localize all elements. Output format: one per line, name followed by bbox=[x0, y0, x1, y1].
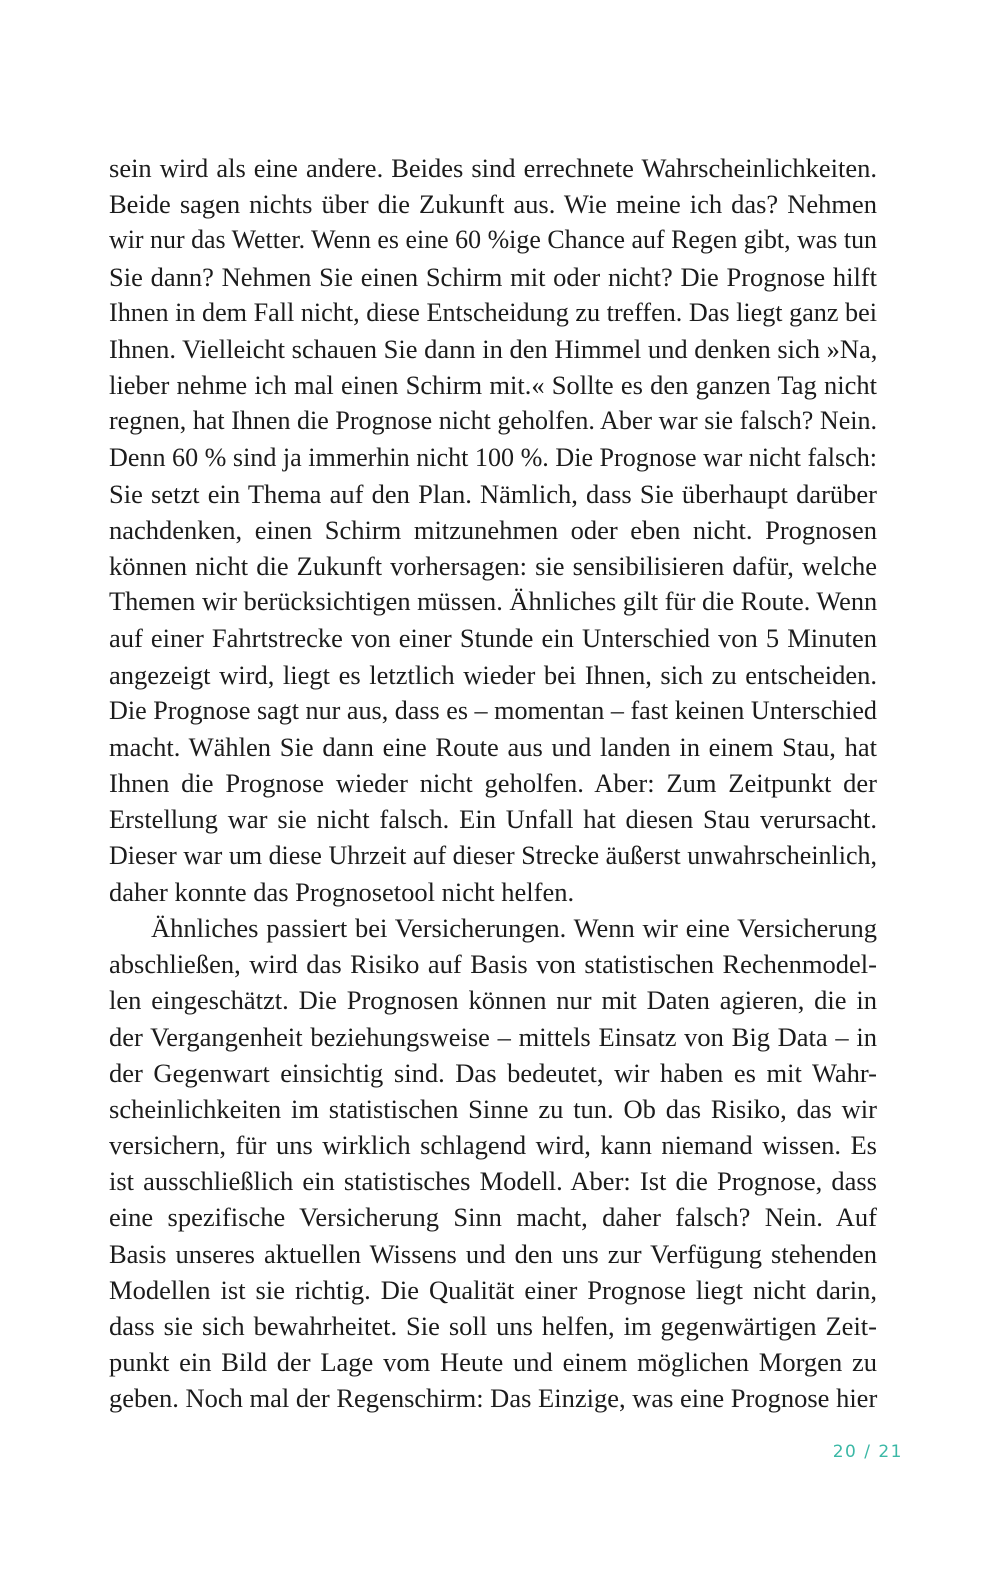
text-line: Themen wir berücksichtigen müssen. Ähnliches gilt für die Route. Wenn bbox=[109, 587, 878, 617]
text-line: punkt ein Bild der Lage vom Heute und einem möglichen Morgen zu bbox=[109, 1347, 877, 1378]
text-line: Ihnen die Prognose wieder nicht geholfen. Aber: Zum Zeitpunkt der bbox=[109, 768, 877, 799]
text-line: auf einer Fahrtstrecke von einer Stunde ein Unterschied von 5 Minuten bbox=[109, 623, 877, 654]
text-line: Dieser war um diese Uhrzeit auf dieser Strecke äußerst unwahrscheinlich, bbox=[109, 840, 877, 870]
text-line: abschließen, wird das Risiko auf Basis von statistischen Rechenmodel- bbox=[109, 949, 877, 980]
text-line: macht. Wählen Sie dann eine Route aus und landen in einem Stau, hat bbox=[109, 732, 877, 762]
text-line: scheinlichkeiten im statistischen Sinne zu tun. Ob das Risiko, das wir bbox=[109, 1093, 877, 1124]
text-line: eine spezifische Versicherung Sinn macht, daher falsch? Nein. Auf bbox=[109, 1202, 877, 1233]
text-line: ist ausschließlich ein statistisches Modell. Aber: Ist die Prognose, dass bbox=[109, 1166, 877, 1197]
text-line: Ähnliches passiert bei Versicherungen. Wenn wir eine Versicherung bbox=[151, 912, 877, 943]
text-line: Denn 60 % sind ja immerhin nicht 100 %. Die Prognose war nicht falsch: bbox=[109, 442, 877, 472]
text-line: Beide sagen nichts über die Zukunft aus. Wie meine ich das? Nehmen bbox=[109, 189, 877, 220]
text-line: können nicht die Zukunft vorhersagen: sie sensibilisieren dafür, welche bbox=[109, 551, 877, 582]
page-number: 20 / 21 bbox=[832, 1442, 903, 1462]
text-line: wir nur das Wetter. Wenn es eine 60 %ige Chance auf Regen gibt, was tun bbox=[109, 225, 877, 255]
text-line: der Vergangenheit beziehungsweise – mittels Einsatz von Big Data – in bbox=[109, 1021, 877, 1052]
text-line: Sie dann? Nehmen Sie einen Schirm mit oder nicht? Die Prognose hilft bbox=[109, 261, 877, 292]
text-line: Modellen ist sie richtig. Die Qualität einer Prognose liegt nicht darin, bbox=[109, 1274, 877, 1305]
text-line: Ihnen in dem Fall nicht, diese Entscheidung zu treffen. Das liegt ganz bei bbox=[109, 297, 877, 327]
text-line: Sie setzt ein Thema auf den Plan. Nämlich, dass Sie überhaupt darüber bbox=[109, 478, 877, 509]
text-line: angezeigt wird, liegt es letztlich wieder bei Ihnen, sich zu entscheiden. bbox=[109, 659, 877, 690]
text-line: Ihnen. Vielleicht schauen Sie dann in den Himmel und denken sich »Na, bbox=[109, 333, 878, 364]
text-line: Die Prognose sagt nur aus, dass es – momentan – fast keinen Unterschied bbox=[109, 695, 877, 725]
text-line: lieber nehme ich mal einen Schirm mit.« Sollte es den ganzen Tag nicht bbox=[109, 370, 877, 401]
text-line: Erstellung war sie nicht falsch. Ein Unfall hat diesen Stau verursacht. bbox=[109, 804, 877, 835]
text-line: Basis unseres aktuellen Wissens und den uns zur Verfügung stehenden bbox=[109, 1238, 877, 1269]
text-line: dass sie sich bewahrheitet. Sie soll uns helfen, im gegenwärtigen Zeit- bbox=[109, 1311, 877, 1341]
text-line: sein wird als eine andere. Beides sind errechnete Wahrscheinlichkeiten. bbox=[109, 153, 877, 183]
text-line: versichern, für uns wirklich schlagend wird, kann niemand wissen. Es bbox=[109, 1130, 877, 1161]
body-text bbox=[109, 150, 877, 1417]
paragraph bbox=[109, 150, 877, 910]
paragraph bbox=[109, 910, 877, 1417]
text-line: der Gegenwart einsichtig sind. Das bedeutet, wir haben es mit Wahr- bbox=[109, 1057, 877, 1088]
text-line: len eingeschätzt. Die Prognosen können nur mit Daten agieren, die in bbox=[109, 985, 877, 1016]
text-line: regnen, hat Ihnen die Prognose nicht geholfen. Aber war sie falsch? Nein. bbox=[109, 406, 877, 436]
text-line: nachdenken, einen Schirm mitzunehmen oder eben nicht. Prognosen bbox=[109, 514, 877, 545]
text-line: geben. Noch mal der Regenschirm: Das Einzige, was eine Prognose hier bbox=[109, 1383, 878, 1414]
text-line: daher konnte das Prognosetool nicht helfen. bbox=[109, 876, 575, 907]
